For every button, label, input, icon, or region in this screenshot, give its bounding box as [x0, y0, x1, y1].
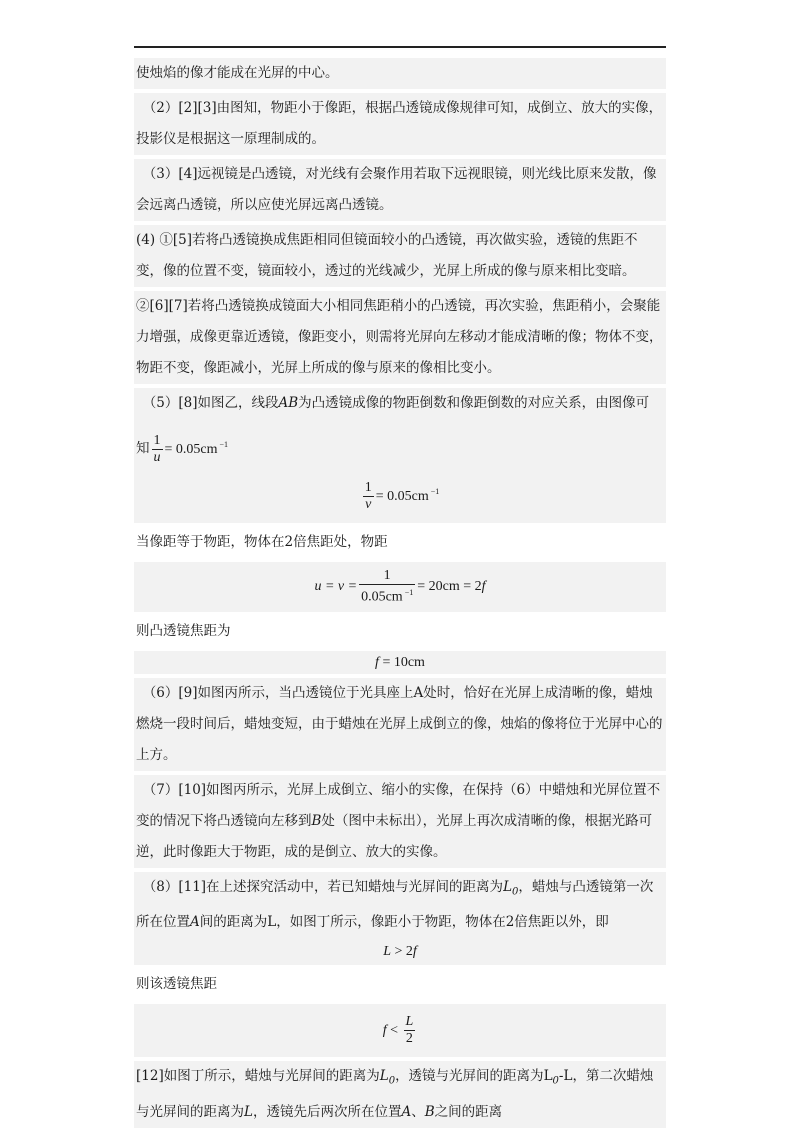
paragraph-8: [134, 616, 666, 647]
equation-6: f < $\frac{L}{2}$: [382, 1014, 414, 1047]
equation-5: L > 2f: [383, 944, 417, 960]
text: （5）[8]如图乙，线段: [142, 395, 279, 411]
equation-3: u = v = $\frac{1}{0.05cm ^{-1}}$ = 20cm = 2f: [314, 568, 486, 605]
text: 则该透镜焦距: [136, 976, 217, 993]
text: [12]如图丁所示，蜡烛与光屏间的距离为: [136, 1068, 380, 1085]
text: ，透镜先后两次所在位置: [252, 1104, 402, 1121]
equation-5-line: [134, 938, 666, 965]
equation-4-line: [134, 651, 666, 674]
paragraph-6: [134, 388, 666, 419]
text: （6）[9]如图丙所示，当凸透镜位于光具座上A处时，恰好在光屏上成清晰的像，蜡烛燃烧一段时间后，蜡烛变短，由于蜡烛在光屏上成倒立的像，烛焰的像将位于光屏中心的上方。: [136, 684, 663, 763]
text: （8）[11]在上述探究活动中，若已知蜡烛与光屏间的距离为: [142, 878, 504, 895]
paragraph-12: [134, 969, 666, 1000]
text: 为凸透镜成像的物距倒数和像距倒数的对应关系，由图像可: [298, 395, 650, 411]
fraction: $\frac{1}{v}$: [364, 480, 372, 512]
paragraph-9: [134, 678, 666, 771]
text: （3）[4]远视镜是凸透镜，对光线有会聚作用若取下远视眼镜，则光线比原来发散，像会远离凸透镜，所以应使光屏远离凸透镜。: [136, 166, 657, 213]
text: ，透镜与光屏间的距离为: [395, 1068, 544, 1085]
fraction: $\frac{1}{0.05cm ^{-1}}$: [361, 568, 414, 605]
paragraph-10: （7）[10]如图丙所示，光屏上成倒立、缩小的实像，在保持（6）中蜡烛和光屏位置不变的情况下将凸透镜向左移到B处（图中未标出），光屏上再次成清晰的像，根据光路可逆，此时像距大于物距，成的是倒立、放大的实像。: [134, 775, 666, 868]
document-body: [134, 58, 666, 1132]
paragraph-3: [134, 159, 666, 221]
text: ，第二次蜡烛与光屏间的距离为: [136, 1068, 654, 1121]
text: 之间的距离: [434, 1104, 503, 1121]
text: （2）[2][3]由图知，物距小于像距，根据凸透镜成像规律可知，成倒立、放大的实像，投影仪是根据这一原理制成的。: [136, 100, 663, 147]
text: (4) ①[5]若将凸透镜换成焦距相同但镜面较小的凸透镜，再次做实验，透镜的焦距不变，像的位置不变，镜面较小，透过的光线减少，光屏上所成的像与原来相比变暗。: [136, 232, 638, 279]
equation-2-line: [134, 476, 666, 523]
paragraph-11: （8）[11]在上述探究活动中，若已知蜡烛与光屏间的距离为$L_0$，蜡烛与凸透镜第一次所在位置A间的距离为L，如图丁所示，像距小于物距，物体在2倍焦距以外，即: [134, 872, 666, 939]
paragraph-1: [134, 58, 666, 89]
paragraph-4: [134, 225, 666, 287]
equation-2: $\frac{1}{v}$ = 0.05cm $^{-1}$: [364, 480, 440, 512]
equation-3-line: [134, 562, 666, 612]
fraction: $\frac{L}{2}$: [405, 1014, 414, 1047]
text: 当像距等于物距，物体在2倍焦距处，物距: [136, 534, 388, 550]
text: 则凸透镜焦距为: [136, 622, 231, 639]
text: 使烛焰的像才能成在光屏的中心。: [136, 65, 339, 81]
equation-6-line: [134, 1004, 666, 1057]
paragraph-7: [134, 527, 666, 558]
text: ，蜡烛与凸透镜第一次所在位置: [136, 878, 654, 931]
fraction: $\frac{1}{u}$: [153, 433, 161, 465]
header-rule: [134, 46, 666, 48]
equation-1: $\frac{1}{u}$ = 0.05cm $^{-1}$: [153, 433, 229, 465]
paragraph-5: [134, 291, 666, 384]
paragraph-13: [12]如图丁所示，蜡烛与光屏间的距离为$L_0$，透镜与光屏间的距离为$L_0-L$，第二次蜡烛与光屏间的距离为L，透镜先后两次所在位置A、B之间的距离: [134, 1061, 666, 1128]
text: ②[6][7]若将凸透镜换成镜面大小相同焦距稍小的凸透镜，再次实验，焦距稍小，会聚能力增强，成像更靠近透镜，像距变小，则需将光屏向左移动才能成清晰的像；物体不变，物距不变，像距减小，光屏上所成的像与原来的像相比变小。: [136, 298, 663, 376]
math-var: AB: [278, 395, 299, 411]
paragraph-2: [134, 93, 666, 155]
equation-1-line: [134, 419, 666, 476]
text: 间的距离为L，如图丁所示，像距小于物距，物体在2倍焦距以外，即: [199, 914, 609, 931]
equation-4: f = 10cm: [375, 654, 425, 670]
text: （7）[10]如图丙所示，光屏上成倒立、缩小的实像，在保持（6）中蜡烛和光屏位置不变的情况下将凸透镜向左移到: [136, 781, 661, 829]
text: 处（图中未标出），光屏上再次成清晰的像，根据光路可逆，此时像距大于物距，成的是倒立、放大的实像。: [136, 812, 653, 860]
text: 知: [136, 440, 150, 457]
